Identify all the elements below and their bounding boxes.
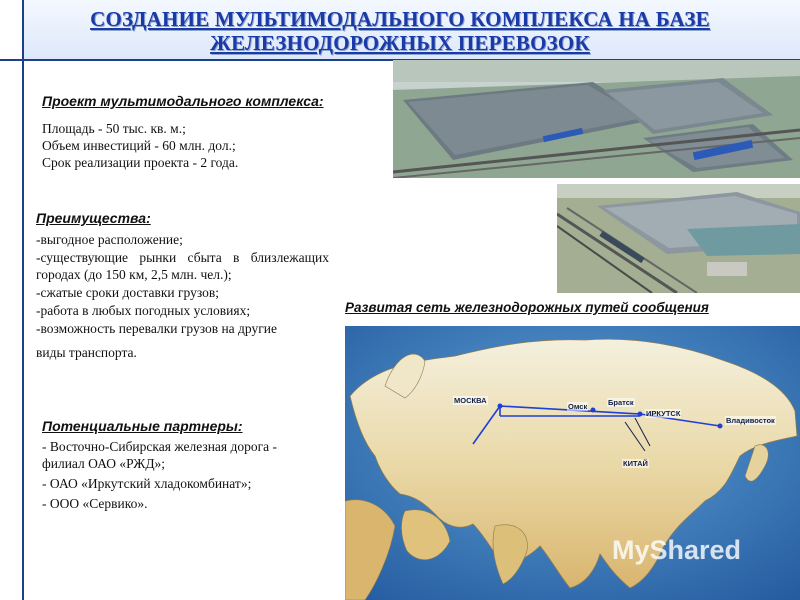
- partners-list: [42, 438, 317, 512]
- country-china: КИТАЙ: [623, 459, 648, 468]
- terminal-aerial-photo: [393, 60, 800, 178]
- partner-item: - ООО «Сервико».: [42, 496, 148, 511]
- watermark-logo: MyShared: [612, 535, 742, 565]
- rail-terminal-photo: [557, 184, 800, 293]
- project-heading: Проект мультимодального комплекса:: [42, 93, 324, 109]
- advantages-heading: [36, 210, 151, 226]
- city-irkutsk: ИРКУТСК: [646, 409, 681, 418]
- advantage-item: -сжатые сроки доставки грузов;: [36, 285, 219, 300]
- project-investment: Объем инвестиций - 60 млн. дол.;: [42, 138, 236, 153]
- advantage-item: -работа в любых погодных условиях;: [36, 303, 251, 318]
- partner-item: - ОАО «Иркутский хладокомбинат»;: [42, 476, 252, 491]
- advantage-item: виды транспорта.: [36, 345, 137, 360]
- city-bratsk: Братск: [608, 398, 634, 407]
- slide-title-line-1: СОЗДАНИЕ МУЛЬТИМОДАЛЬНОГО КОМПЛЕКСА НА БАЗЕ: [90, 7, 710, 31]
- partner-item: - Восточно-Сибирская железная дорога - филиал ОАО «РЖД»;: [42, 439, 278, 471]
- advantages-heading-text: Преимущества:: [36, 210, 151, 226]
- advantage-item: -существующие рынки сбыта в близлежащих городах (до 150 км, 2,5 млн. чел.);: [36, 250, 329, 282]
- left-rule: [22, 0, 24, 600]
- slide-title-line-2: ЖЕЛЕЗНОДОРОЖНЫХ ПЕРЕВОЗОК: [210, 31, 590, 55]
- project-details: [42, 120, 238, 171]
- city-vladivostok: Владивосток: [726, 416, 775, 425]
- project-area: Площадь - 50 тыс. кв. м.;: [42, 121, 186, 136]
- advantages-list: [36, 231, 329, 361]
- city-omsk: Омск: [568, 402, 588, 411]
- advantage-item: -возможность перевалки грузов на другие: [36, 321, 277, 336]
- city-moscow: МОСКВА: [454, 396, 487, 405]
- partners-heading: Потенциальные партнеры:: [42, 418, 243, 434]
- map-caption: Развитая сеть железнодорожных путей сообщения: [345, 300, 709, 315]
- advantage-item: -выгодное расположение;: [36, 232, 183, 247]
- project-duration: Срок реализации проекта - 2 года.: [42, 155, 239, 170]
